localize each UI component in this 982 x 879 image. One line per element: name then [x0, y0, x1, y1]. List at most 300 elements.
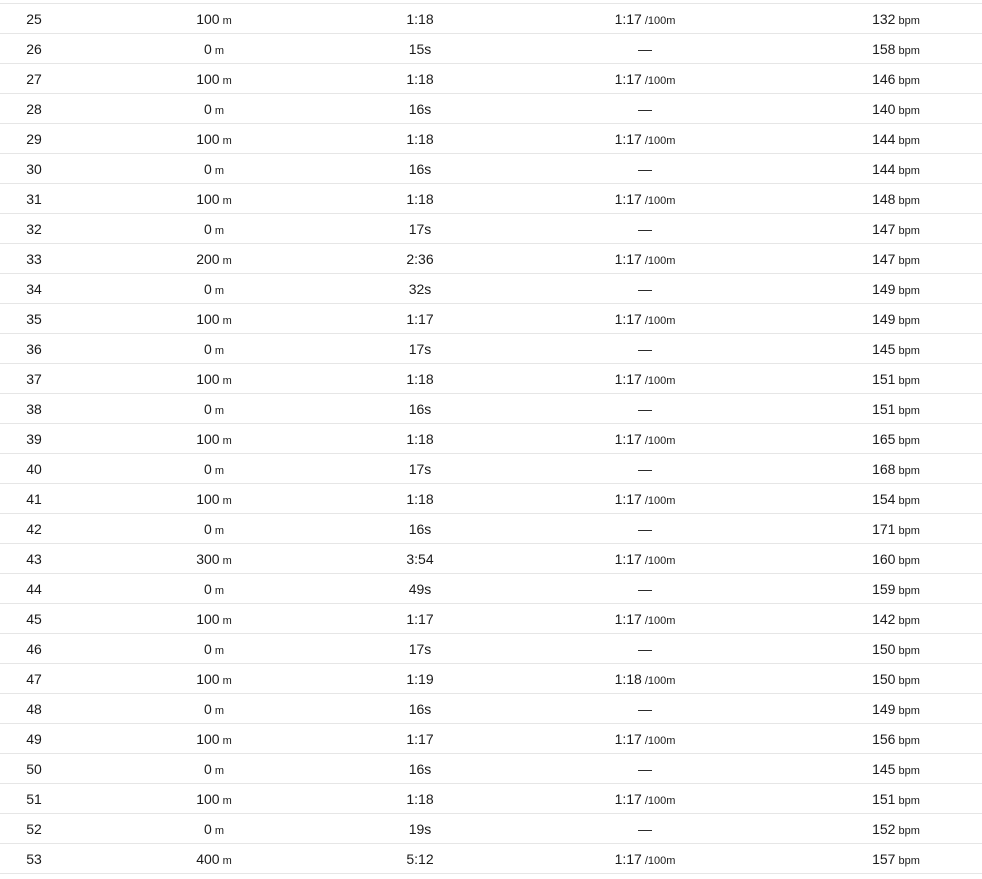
distance-cell	[68, 581, 360, 597]
distance-value: 100	[196, 370, 220, 387]
distance-cell	[68, 71, 360, 87]
heart-rate-unit: bpm	[898, 824, 920, 837]
distance-cell	[68, 521, 360, 537]
split-row	[0, 214, 982, 244]
split-row	[0, 514, 982, 544]
distance-unit: m	[222, 254, 232, 267]
heart-rate-cell	[810, 611, 982, 627]
heart-rate-unit: bpm	[898, 224, 920, 237]
distance-unit: m	[222, 434, 232, 447]
lap-number: 26	[26, 40, 42, 57]
pace-value: —	[638, 700, 652, 717]
heart-rate-cell	[810, 101, 982, 117]
heart-rate-unit: bpm	[898, 164, 920, 177]
heart-rate-unit: bpm	[898, 104, 920, 117]
pace-value: 1:17	[614, 610, 642, 627]
pace-cell	[480, 401, 810, 417]
split-row	[0, 754, 982, 784]
distance-cell	[68, 431, 360, 447]
distance-value: 0	[204, 40, 212, 57]
distance-value: 100	[196, 430, 220, 447]
pace-cell	[480, 11, 810, 27]
distance-value: 0	[204, 460, 212, 477]
splits-table	[0, 3, 982, 874]
heart-rate-cell	[810, 431, 982, 447]
distance-cell	[68, 251, 360, 267]
heart-rate-unit: bpm	[898, 644, 920, 657]
heart-rate-value: 157	[872, 850, 896, 867]
pace-unit: /100m	[644, 854, 676, 867]
distance-unit: m	[222, 14, 232, 27]
heart-rate-value: 144	[872, 160, 896, 177]
distance-value: 0	[204, 700, 212, 717]
distance-cell	[68, 101, 360, 117]
heart-rate-value: 146	[872, 70, 896, 87]
distance-cell	[68, 641, 360, 657]
heart-rate-value: 148	[872, 190, 896, 207]
heart-rate-cell	[810, 191, 982, 207]
pace-value: 1:17	[614, 70, 642, 87]
heart-rate-unit: bpm	[898, 584, 920, 597]
moving-time: 1:19	[406, 670, 434, 687]
split-row	[0, 784, 982, 814]
distance-cell	[68, 371, 360, 387]
pace-value: 1:17	[614, 790, 642, 807]
heart-rate-unit: bpm	[898, 554, 920, 567]
lap-number: 31	[26, 190, 42, 207]
heart-rate-value: 145	[872, 760, 896, 777]
distance-unit: m	[214, 164, 224, 177]
split-row	[0, 394, 982, 424]
distance-value: 0	[204, 160, 212, 177]
split-row	[0, 274, 982, 304]
distance-value: 0	[204, 820, 212, 837]
distance-value: 0	[204, 520, 212, 537]
lap-number: 36	[26, 340, 42, 357]
distance-unit: m	[222, 374, 232, 387]
distance-value: 0	[204, 760, 212, 777]
heart-rate-unit: bpm	[898, 854, 920, 867]
lap-number: 29	[26, 130, 42, 147]
moving-time: 16s	[408, 760, 432, 777]
heart-rate-value: 145	[872, 340, 896, 357]
lap-number: 40	[26, 460, 42, 477]
pace-cell	[480, 821, 810, 837]
heart-rate-value: 159	[872, 580, 896, 597]
distance-unit: m	[214, 104, 224, 117]
pace-unit: /100m	[644, 614, 676, 627]
heart-rate-cell	[810, 581, 982, 597]
pace-cell	[480, 251, 810, 267]
pace-value: —	[638, 280, 652, 297]
split-row	[0, 184, 982, 214]
distance-unit: m	[222, 614, 232, 627]
distance-value: 100	[196, 790, 220, 807]
heart-rate-unit: bpm	[898, 194, 920, 207]
lap-number: 33	[26, 250, 42, 267]
distance-value: 100	[196, 130, 220, 147]
heart-rate-cell	[810, 761, 982, 777]
distance-cell	[68, 341, 360, 357]
pace-value: 1:17	[614, 250, 642, 267]
heart-rate-value: 151	[872, 370, 896, 387]
distance-value: 0	[204, 100, 212, 117]
distance-cell	[68, 461, 360, 477]
distance-unit: m	[222, 554, 232, 567]
distance-unit: m	[214, 524, 224, 537]
distance-unit: m	[222, 74, 232, 87]
distance-value: 100	[196, 490, 220, 507]
moving-time: 17s	[408, 220, 432, 237]
moving-time: 49s	[408, 580, 432, 597]
moving-time: 16s	[408, 100, 432, 117]
moving-time: 16s	[408, 400, 432, 417]
split-row	[0, 604, 982, 634]
heart-rate-value: 150	[872, 670, 896, 687]
heart-rate-unit: bpm	[898, 614, 920, 627]
heart-rate-value: 168	[872, 460, 896, 477]
distance-cell	[68, 161, 360, 177]
pace-cell	[480, 41, 810, 57]
heart-rate-value: 156	[872, 730, 896, 747]
heart-rate-unit: bpm	[898, 254, 920, 267]
pace-unit: /100m	[644, 554, 676, 567]
lap-number: 30	[26, 160, 42, 177]
distance-value: 100	[196, 190, 220, 207]
moving-time: 1:17	[406, 730, 434, 747]
pace-value: 1:17	[614, 10, 642, 27]
pace-cell	[480, 101, 810, 117]
heart-rate-unit: bpm	[898, 764, 920, 777]
split-row	[0, 154, 982, 184]
lap-number: 25	[26, 10, 42, 27]
lap-number: 48	[26, 700, 42, 717]
heart-rate-unit: bpm	[898, 284, 920, 297]
pace-cell	[480, 791, 810, 807]
heart-rate-value: 149	[872, 310, 896, 327]
lap-number: 39	[26, 430, 42, 447]
distance-cell	[68, 401, 360, 417]
heart-rate-cell	[810, 131, 982, 147]
heart-rate-cell	[810, 311, 982, 327]
pace-cell	[480, 221, 810, 237]
distance-value: 0	[204, 280, 212, 297]
moving-time: 15s	[408, 40, 432, 57]
distance-cell	[68, 551, 360, 567]
heart-rate-cell	[810, 791, 982, 807]
pace-cell	[480, 461, 810, 477]
split-row	[0, 634, 982, 664]
pace-unit: /100m	[644, 374, 676, 387]
distance-unit: m	[214, 764, 224, 777]
distance-value: 0	[204, 640, 212, 657]
heart-rate-unit: bpm	[898, 134, 920, 147]
heart-rate-unit: bpm	[898, 494, 920, 507]
heart-rate-unit: bpm	[898, 434, 920, 447]
moving-time: 1:18	[406, 130, 434, 147]
moving-time: 1:17	[406, 310, 434, 327]
distance-unit: m	[222, 194, 232, 207]
pace-value: —	[638, 640, 652, 657]
split-row	[0, 484, 982, 514]
distance-unit: m	[214, 44, 224, 57]
distance-cell	[68, 11, 360, 27]
distance-unit: m	[222, 734, 232, 747]
distance-unit: m	[222, 314, 232, 327]
pace-unit: /100m	[644, 734, 676, 747]
pace-cell	[480, 521, 810, 537]
heart-rate-cell	[810, 491, 982, 507]
pace-value: 1:17	[614, 850, 642, 867]
distance-unit: m	[214, 344, 224, 357]
distance-cell	[68, 761, 360, 777]
distance-cell	[68, 281, 360, 297]
moving-time: 2:36	[406, 250, 434, 267]
heart-rate-cell	[810, 461, 982, 477]
pace-cell	[480, 611, 810, 627]
distance-unit: m	[214, 704, 224, 717]
distance-unit: m	[222, 854, 232, 867]
moving-time: 1:18	[406, 490, 434, 507]
pace-cell	[480, 761, 810, 777]
heart-rate-value: 150	[872, 640, 896, 657]
distance-cell	[68, 791, 360, 807]
pace-unit: /100m	[644, 434, 676, 447]
heart-rate-value: 149	[872, 700, 896, 717]
moving-time: 1:18	[406, 370, 434, 387]
split-row	[0, 94, 982, 124]
heart-rate-value: 158	[872, 40, 896, 57]
pace-value: 1:17	[614, 550, 642, 567]
pace-cell	[480, 281, 810, 297]
pace-unit: /100m	[644, 14, 676, 27]
pace-cell	[480, 161, 810, 177]
heart-rate-value: 160	[872, 550, 896, 567]
distance-unit: m	[222, 134, 232, 147]
heart-rate-unit: bpm	[898, 464, 920, 477]
pace-cell	[480, 701, 810, 717]
split-row	[0, 4, 982, 34]
pace-value: —	[638, 760, 652, 777]
pace-value: —	[638, 100, 652, 117]
distance-unit: m	[214, 644, 224, 657]
heart-rate-value: 154	[872, 490, 896, 507]
pace-value: —	[638, 460, 652, 477]
heart-rate-value: 152	[872, 820, 896, 837]
lap-number: 45	[26, 610, 42, 627]
heart-rate-cell	[810, 281, 982, 297]
heart-rate-cell	[810, 821, 982, 837]
heart-rate-cell	[810, 701, 982, 717]
moving-time: 1:18	[406, 70, 434, 87]
distance-value: 0	[204, 340, 212, 357]
moving-time: 17s	[408, 340, 432, 357]
pace-cell	[480, 431, 810, 447]
split-row	[0, 124, 982, 154]
heart-rate-cell	[810, 341, 982, 357]
lap-number: 44	[26, 580, 42, 597]
moving-time: 1:18	[406, 10, 434, 27]
split-row	[0, 574, 982, 604]
distance-unit: m	[222, 794, 232, 807]
heart-rate-cell	[810, 401, 982, 417]
lap-number: 42	[26, 520, 42, 537]
heart-rate-cell	[810, 641, 982, 657]
heart-rate-unit: bpm	[898, 344, 920, 357]
split-row	[0, 34, 982, 64]
pace-value: 1:17	[614, 730, 642, 747]
moving-time: 1:17	[406, 610, 434, 627]
lap-number: 34	[26, 280, 42, 297]
distance-value: 400	[196, 850, 220, 867]
lap-number: 52	[26, 820, 42, 837]
heart-rate-value: 149	[872, 280, 896, 297]
heart-rate-unit: bpm	[898, 794, 920, 807]
pace-value: —	[638, 160, 652, 177]
heart-rate-unit: bpm	[898, 14, 920, 27]
lap-number: 27	[26, 70, 42, 87]
distance-cell	[68, 701, 360, 717]
distance-cell	[68, 491, 360, 507]
pace-value: —	[638, 520, 652, 537]
pace-unit: /100m	[644, 74, 676, 87]
distance-value: 100	[196, 730, 220, 747]
moving-time: 1:18	[406, 190, 434, 207]
heart-rate-cell	[810, 41, 982, 57]
heart-rate-cell	[810, 851, 982, 867]
moving-time: 16s	[408, 700, 432, 717]
pace-cell	[480, 311, 810, 327]
heart-rate-unit: bpm	[898, 524, 920, 537]
heart-rate-unit: bpm	[898, 314, 920, 327]
distance-cell	[68, 131, 360, 147]
lap-number: 41	[26, 490, 42, 507]
heart-rate-cell	[810, 671, 982, 687]
moving-time: 16s	[408, 520, 432, 537]
distance-unit: m	[214, 404, 224, 417]
distance-value: 100	[196, 610, 220, 627]
lap-number: 46	[26, 640, 42, 657]
heart-rate-cell	[810, 221, 982, 237]
pace-unit: /100m	[644, 134, 676, 147]
moving-time: 3:54	[406, 550, 434, 567]
pace-unit: /100m	[644, 254, 676, 267]
distance-value: 100	[196, 70, 220, 87]
distance-cell	[68, 41, 360, 57]
pace-cell	[480, 131, 810, 147]
pace-value: 1:17	[614, 430, 642, 447]
split-row	[0, 814, 982, 844]
split-row	[0, 364, 982, 394]
heart-rate-unit: bpm	[898, 44, 920, 57]
heart-rate-value: 165	[872, 430, 896, 447]
moving-time: 19s	[408, 820, 432, 837]
distance-value: 0	[204, 580, 212, 597]
distance-value: 100	[196, 670, 220, 687]
distance-cell	[68, 611, 360, 627]
distance-value: 200	[196, 250, 220, 267]
heart-rate-cell	[810, 521, 982, 537]
distance-unit: m	[214, 464, 224, 477]
lap-number: 47	[26, 670, 42, 687]
distance-cell	[68, 821, 360, 837]
distance-value: 300	[196, 550, 220, 567]
split-row	[0, 64, 982, 94]
lap-number: 32	[26, 220, 42, 237]
pace-cell	[480, 371, 810, 387]
heart-rate-cell	[810, 11, 982, 27]
pace-value: —	[638, 400, 652, 417]
lap-number: 43	[26, 550, 42, 567]
heart-rate-unit: bpm	[898, 704, 920, 717]
moving-time: 17s	[408, 640, 432, 657]
heart-rate-unit: bpm	[898, 734, 920, 747]
heart-rate-unit: bpm	[898, 674, 920, 687]
pace-value: 1:17	[614, 130, 642, 147]
distance-cell	[68, 311, 360, 327]
pace-value: 1:18	[614, 670, 642, 687]
distance-unit: m	[214, 284, 224, 297]
lap-number: 37	[26, 370, 42, 387]
heart-rate-unit: bpm	[898, 74, 920, 87]
distance-value: 0	[204, 220, 212, 237]
split-row	[0, 664, 982, 694]
moving-time: 1:18	[406, 790, 434, 807]
pace-cell	[480, 671, 810, 687]
moving-time: 32s	[408, 280, 432, 297]
heart-rate-unit: bpm	[898, 374, 920, 387]
moving-time: 17s	[408, 460, 432, 477]
heart-rate-cell	[810, 161, 982, 177]
distance-unit: m	[214, 224, 224, 237]
moving-time: 16s	[408, 160, 432, 177]
pace-unit: /100m	[644, 494, 676, 507]
split-row	[0, 454, 982, 484]
pace-cell	[480, 341, 810, 357]
pace-value: —	[638, 220, 652, 237]
heart-rate-value: 151	[872, 400, 896, 417]
heart-rate-value: 142	[872, 610, 896, 627]
lap-number: 38	[26, 400, 42, 417]
heart-rate-cell	[810, 251, 982, 267]
lap-number: 28	[26, 100, 42, 117]
distance-cell	[68, 221, 360, 237]
heart-rate-unit: bpm	[898, 404, 920, 417]
distance-value: 100	[196, 310, 220, 327]
pace-value: 1:17	[614, 310, 642, 327]
lap-number: 50	[26, 760, 42, 777]
heart-rate-value: 151	[872, 790, 896, 807]
heart-rate-value: 147	[872, 250, 896, 267]
split-row	[0, 844, 982, 874]
pace-cell	[480, 491, 810, 507]
split-row	[0, 424, 982, 454]
pace-unit: /100m	[644, 194, 676, 207]
distance-cell	[68, 671, 360, 687]
distance-value: 0	[204, 400, 212, 417]
moving-time: 5:12	[406, 850, 434, 867]
split-row	[0, 544, 982, 574]
pace-value: —	[638, 340, 652, 357]
pace-value: 1:17	[614, 370, 642, 387]
pace-unit: /100m	[644, 314, 676, 327]
pace-value: 1:17	[614, 190, 642, 207]
distance-unit: m	[222, 494, 232, 507]
split-row	[0, 244, 982, 274]
distance-cell	[68, 731, 360, 747]
distance-unit: m	[214, 584, 224, 597]
moving-time: 1:18	[406, 430, 434, 447]
